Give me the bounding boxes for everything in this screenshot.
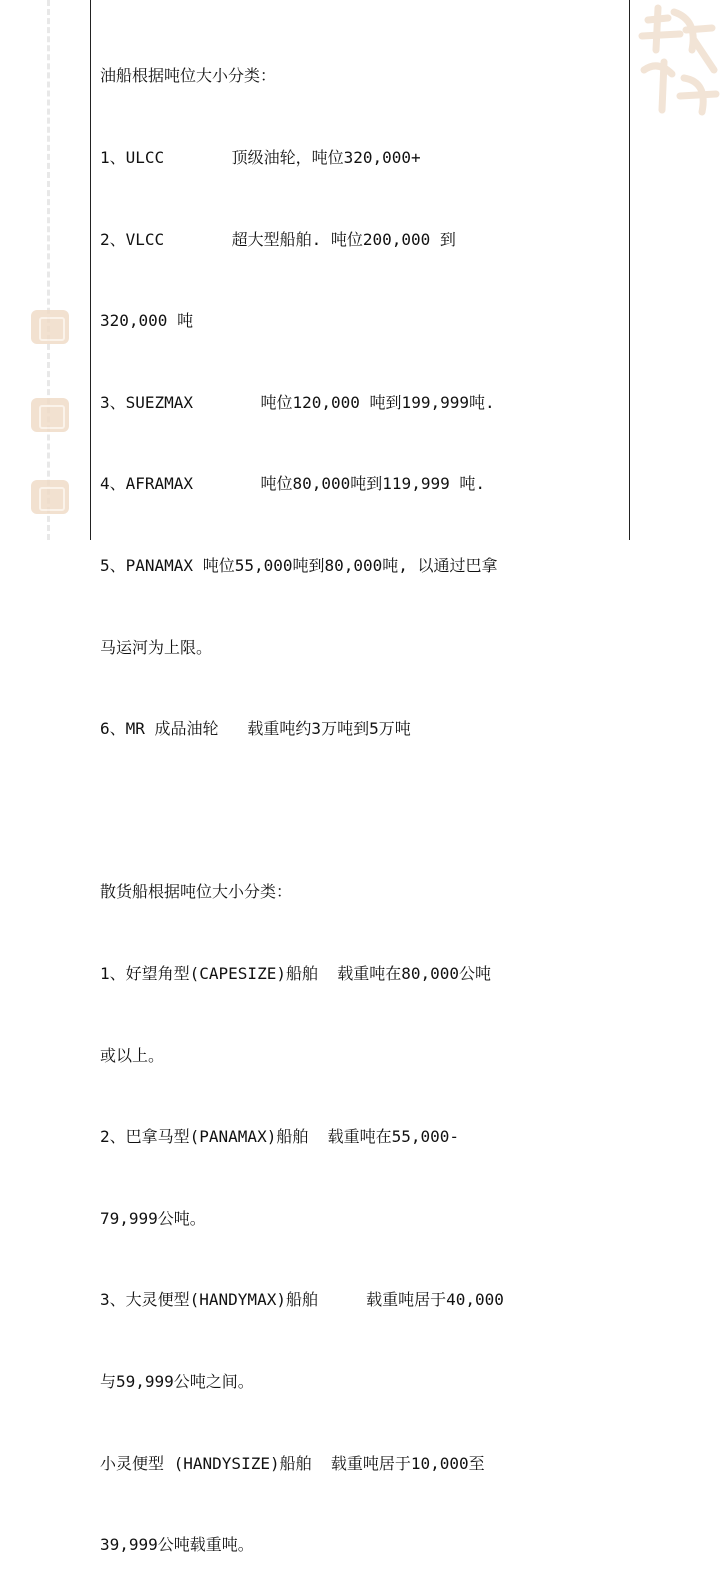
text-line: 3、SUEZMAX 吨位120,000 吨到199,999吨. [100,392,495,412]
text-line: 3、大灵便型(HANDYMAX)船舶 载重吨居于40,000 [100,1290,504,1310]
left-dashed-rule [47,0,50,540]
text-line: 79,999公吨。 [100,1208,206,1228]
text-line: 2、VLCC 超大型船舶. 吨位200,000 到 [100,229,456,249]
blank-line [100,797,620,824]
decorative-seal [31,480,69,514]
text-line: 320,000 吨 [100,311,194,331]
text-line: 或以上。 [100,1045,165,1065]
text-line: 1、好望角型(CAPESIZE)船舶 载重吨在80,000公吨 [100,963,492,983]
text-line: 4、AFRAMAX 吨位80,000吨到119,999 吨. [100,474,485,494]
decorative-seal [31,310,69,344]
text-line: 39,999公吨载重吨。 [100,1535,254,1555]
heading-bulk-carriers: 散货船根据吨位大小分类： [100,882,293,902]
text-line: 6、MR 成品油轮 载重吨约3万吨到5万吨 [100,719,411,739]
document-text [100,8,620,1585]
decorative-calligraphy [628,0,720,130]
heading-tankers: 油船根据吨位大小分类： [100,66,277,86]
text-line: 小灵便型 (HANDYSIZE)船舶 载重吨居于10,000至 [100,1453,485,1473]
decorative-seal [31,398,69,432]
text-line: 马运河为上限。 [100,637,213,657]
text-line: 2、巴拿马型(PANAMAX)船舶 载重吨在55,000- [100,1127,460,1147]
text-line: 与59,999公吨之间。 [100,1371,254,1391]
text-line: 5、PANAMAX 吨位55,000吨到80,000吨, 以通过巴拿 [100,555,498,575]
text-line: 1、ULCC 顶级油轮，吨位320,000+ [100,148,421,167]
